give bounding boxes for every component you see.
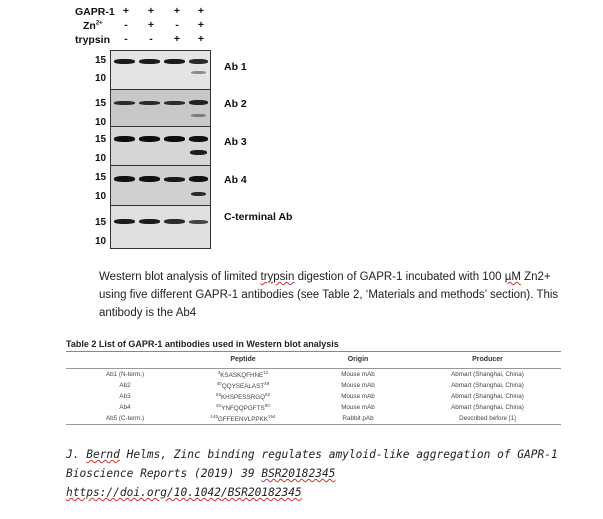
table-header: Peptide bbox=[184, 352, 302, 369]
antibody-label: C-terminal Ab bbox=[224, 211, 293, 223]
mw-marker-10: 10 bbox=[95, 191, 107, 202]
condition-symbol: - bbox=[149, 33, 153, 45]
table-cell: Ab2 bbox=[119, 382, 131, 390]
table-cell: Abmart (Shanghai, China) bbox=[451, 371, 524, 379]
table-cell-peptide: $^{40}$QQYSEALAST$^{49}$ bbox=[216, 381, 270, 391]
mw-marker-10: 10 bbox=[95, 153, 107, 164]
table-cell: Mouse mAb bbox=[341, 382, 375, 390]
caption-unit: µM bbox=[504, 271, 521, 283]
mw-marker-10: 10 bbox=[95, 117, 107, 128]
mw-marker-15: 15 bbox=[95, 172, 107, 183]
blot-panel-ab3 bbox=[110, 126, 211, 166]
caption-text: Zn2+ using five different GAPR-1 antibodies (see Table 2, ‘Materials and methods’ section). This antibody is the Ab4 bbox=[99, 271, 559, 319]
table-row bbox=[66, 380, 561, 391]
blot-panel-cterm bbox=[110, 205, 211, 249]
citation-line: Bioscience Reports (2019) 39 BSR20182345 bbox=[66, 467, 336, 480]
table-cell: Abmart (Shanghai, China) bbox=[451, 382, 524, 390]
condition-symbol: + bbox=[122, 5, 130, 17]
table-row bbox=[66, 402, 561, 413]
table-cell-peptide: $^{53}$KHSPESSRGQ$^{62}$ bbox=[215, 392, 271, 402]
antibody-table bbox=[66, 351, 561, 425]
table-cell: Ab4 bbox=[119, 404, 131, 412]
condition-label-gapr1: GAPR-1 bbox=[75, 6, 115, 18]
condition-symbol: + bbox=[197, 5, 205, 17]
citation-line: J. Bernd Helms, Zinc binding regulates amyloid-like aggregation of GAPR-1 bbox=[66, 448, 558, 461]
table-title: Table 2 List of GAPR-1 antibodies used in Western blot analysis bbox=[66, 339, 339, 349]
condition-symbol: - bbox=[124, 19, 128, 31]
table-cell: Abmart (Shanghai, China) bbox=[451, 393, 524, 401]
caption-text: digestion of GAPR-1 incubated with 100 bbox=[294, 271, 505, 283]
table-cell-peptide: $^3$KSASKQFHNE$^{12}$ bbox=[217, 370, 269, 380]
figure-caption bbox=[99, 268, 569, 322]
citation-doi[interactable]: https://doi.org/10.1042/BSR20182345 bbox=[66, 486, 302, 499]
antibody-label: Ab 2 bbox=[224, 98, 247, 110]
table-row bbox=[66, 391, 561, 402]
mw-marker-15: 15 bbox=[95, 134, 107, 145]
caption-text: Western blot analysis of limited bbox=[99, 271, 261, 283]
condition-symbol: + bbox=[197, 19, 205, 31]
table-cell: Mouse mAb bbox=[341, 404, 375, 412]
table-header: Origin bbox=[302, 352, 414, 369]
table-cell-peptide: $^{81}$YNFQQPGFTS$^{90}$ bbox=[216, 403, 270, 413]
condition-symbol: + bbox=[173, 5, 181, 17]
table-cell: Rabbit pAb bbox=[302, 413, 414, 425]
condition-symbol: + bbox=[197, 33, 205, 45]
blot-panel-ab2 bbox=[110, 89, 211, 127]
condition-label-trypsin: trypsin bbox=[75, 34, 111, 46]
caption-text: trypsin bbox=[260, 271, 295, 283]
condition-symbol: - bbox=[124, 33, 128, 45]
blot-panel-ab1 bbox=[110, 50, 211, 90]
table-cell: Mouse mAb bbox=[341, 371, 375, 379]
antibody-label: Ab 1 bbox=[224, 61, 247, 73]
table-cell: Abmart (Shanghai, China) bbox=[451, 404, 524, 412]
antibody-label: Ab 4 bbox=[224, 174, 247, 186]
condition-symbol: + bbox=[173, 33, 181, 45]
condition-label-zinc: $Zn^{2+}$ bbox=[83, 20, 103, 32]
table-cell-peptide: $^{145}$GFFEENVLPPKK$^{154}$ bbox=[184, 413, 302, 425]
condition-symbol: - bbox=[175, 19, 179, 31]
mw-marker-15: 15 bbox=[95, 217, 107, 228]
table-header: Producer bbox=[414, 352, 561, 369]
table-cell: Described before [1] bbox=[414, 413, 561, 425]
table-row bbox=[66, 369, 561, 381]
mw-marker-15: 15 bbox=[95, 98, 107, 109]
table-cell: Mouse mAb bbox=[341, 393, 375, 401]
table-cell: Ab3 bbox=[119, 393, 131, 401]
table-cell: Ab5 (C-term.) bbox=[66, 413, 184, 425]
antibody-label: Ab 3 bbox=[224, 136, 247, 148]
table-cell: Ab1 (N-term.) bbox=[105, 371, 145, 379]
condition-symbol: + bbox=[147, 5, 155, 17]
table-header bbox=[66, 352, 184, 369]
condition-symbol: + bbox=[147, 19, 155, 31]
blot-panel-ab4 bbox=[110, 165, 211, 206]
mw-marker-15: 15 bbox=[95, 55, 107, 66]
citation bbox=[66, 445, 558, 502]
table-row bbox=[66, 413, 561, 425]
mw-marker-10: 10 bbox=[95, 236, 107, 247]
mw-marker-10: 10 bbox=[95, 73, 107, 84]
